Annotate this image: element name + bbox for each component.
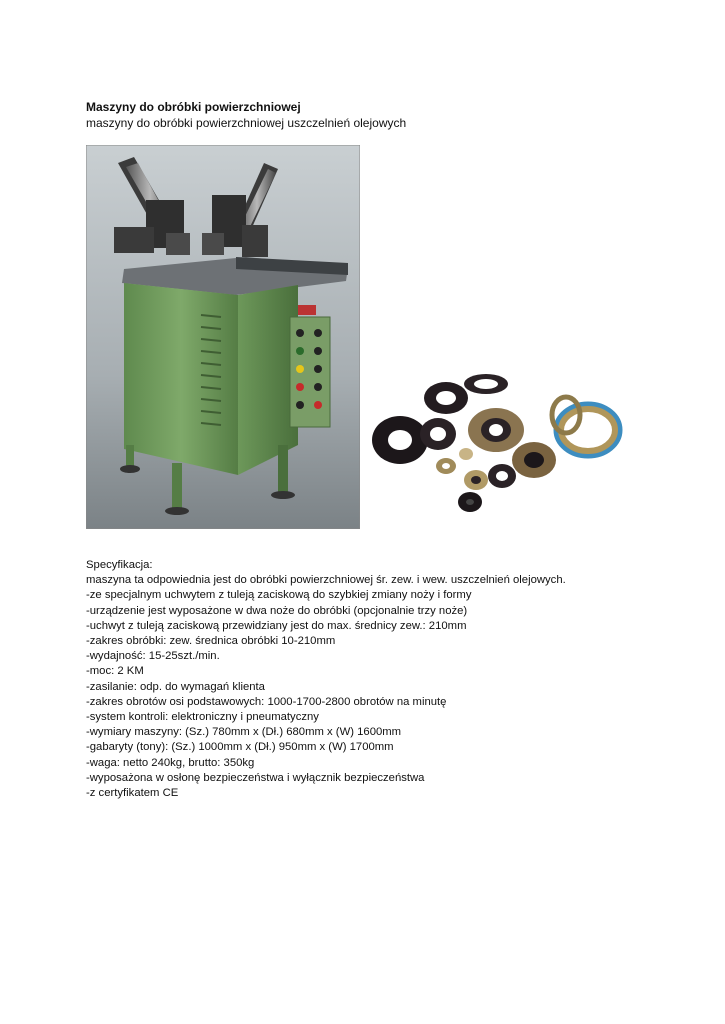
spec-line: -uchwyt z tuleją zaciskową przewidziany jest do max. średnicy zew.: 210mm	[86, 619, 467, 632]
spec-line: -waga: netto 240kg, brutto: 350kg	[86, 756, 255, 769]
machine-photo	[86, 145, 360, 529]
spec-line: maszyna ta odpowiednia jest do obróbki powierzchniowej śr. zew. i wew. uszczelnień olejowych.	[86, 574, 566, 587]
spec-line: -wymiary maszyny: (Sz.) 780mm x (Dł.) 680mm x (W) 1600mm	[86, 726, 402, 739]
spec-line: -zakres obróbki: zew. średnica obróbki 10-210mm	[86, 635, 336, 648]
specification-label: Specyfikacja:	[86, 559, 153, 571]
spec-line: -ze specjalnym uchwytem z tuleją zaciskową do szybkiej zmiany noży i formy	[86, 589, 472, 602]
specification-section	[86, 558, 686, 801]
spec-line: -zasilanie: odp. do wymagań klienta	[86, 680, 265, 693]
spec-line: -gabaryty (tony): (Sz.) 1000mm x (Dł.) 950mm x (W) 1700mm	[86, 741, 394, 754]
control-panel	[290, 305, 330, 427]
spec-line: -z certyfikatem CE	[86, 787, 179, 800]
page-title: Maszyny do obróbki powierzchniowej	[86, 100, 301, 114]
spec-line: -system kontroli: elektroniczny i pneumatyczny	[86, 711, 319, 724]
spec-line: -wydajność: 15-25szt./min.	[86, 650, 220, 663]
spec-line: -zakres obrotów osi podstawowych: 1000-1700-2800 obrotów na minutę	[86, 695, 447, 708]
oil-seals-photo	[366, 370, 628, 520]
spec-line: -wyposażona w osłonę bezpieczeństwa i wyłącznik bezpieczeństwa	[86, 771, 425, 784]
page-subtitle: maszyny do obróbki powierzchniowej uszczelnień olejowych	[86, 116, 407, 130]
spec-line: -urządzenie jest wyposażone w dwa noże do obróbki (opcjonalnie trzy noże)	[86, 604, 468, 617]
spec-line: -moc: 2 KM	[86, 665, 144, 678]
